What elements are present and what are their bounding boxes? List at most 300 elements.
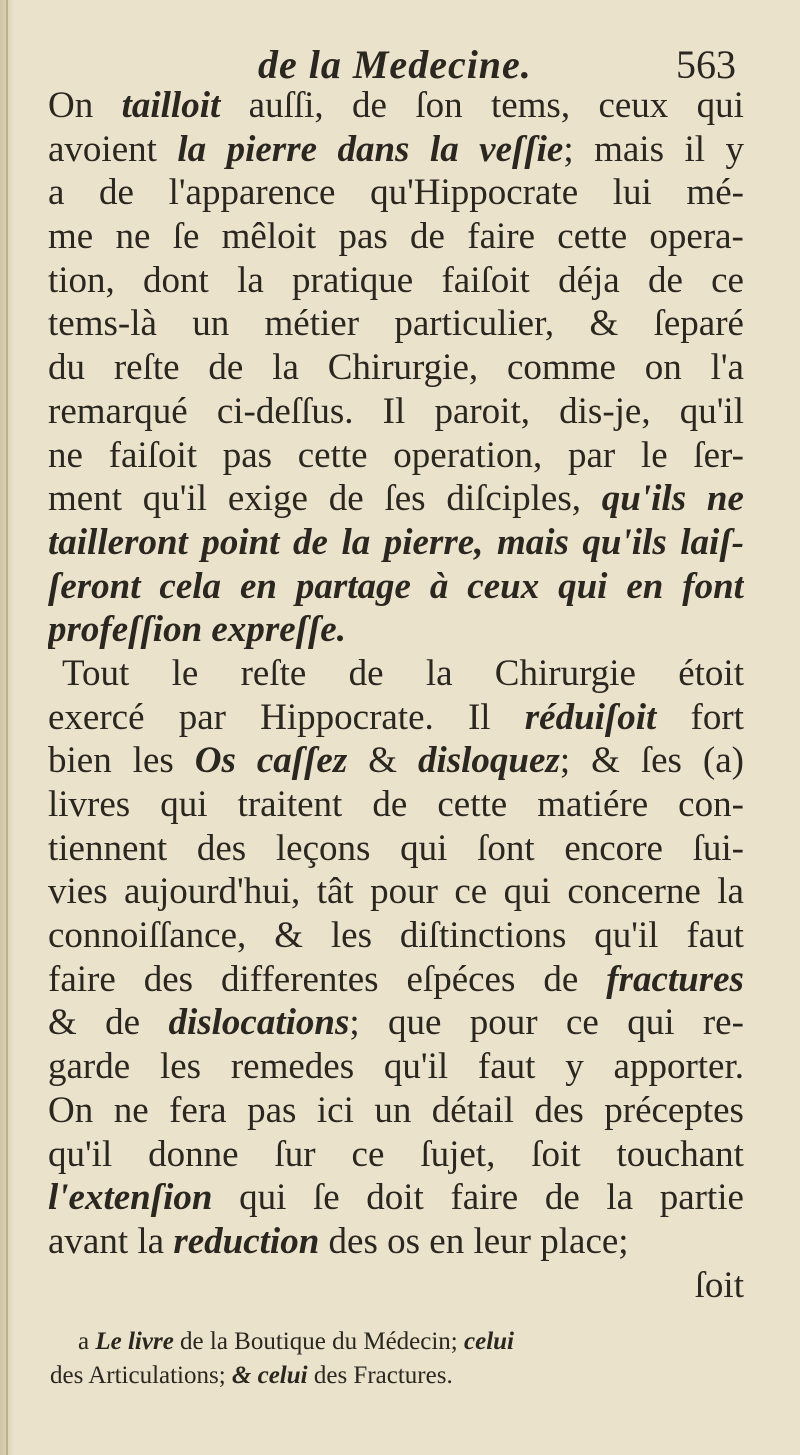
- word: [686, 914, 744, 958]
- roman-text: de: [410, 216, 445, 258]
- italic-text: caſſez: [256, 740, 348, 782]
- word: [678, 783, 744, 827]
- roman-text: y: [565, 1046, 584, 1088]
- italic-text: la: [177, 128, 207, 170]
- word: [341, 521, 370, 565]
- word: [686, 171, 744, 215]
- word: [331, 914, 372, 958]
- word: [257, 739, 347, 783]
- word: [197, 827, 246, 871]
- word: [707, 477, 744, 521]
- word: [387, 1220, 429, 1264]
- roman-text: remarqué: [48, 390, 188, 432]
- roman-text: Chirurgie,: [327, 347, 479, 389]
- word: [432, 1089, 514, 1133]
- text-line: [48, 958, 744, 1002]
- word: [717, 870, 744, 914]
- word: [137, 1220, 173, 1264]
- word: [558, 565, 607, 609]
- word: [352, 1133, 385, 1177]
- word: [691, 696, 744, 740]
- roman-text: ſe: [172, 216, 200, 258]
- roman-text: tion,: [48, 259, 115, 301]
- roman-text: partie: [659, 1177, 744, 1219]
- word: [48, 1133, 112, 1177]
- word: [292, 259, 413, 303]
- word: [99, 171, 134, 215]
- word: [177, 128, 206, 172]
- word: [582, 521, 666, 565]
- word: [374, 1089, 411, 1133]
- word: [48, 783, 130, 827]
- word: [559, 390, 650, 434]
- text-line: [48, 827, 744, 871]
- roman-text: cette: [437, 784, 508, 825]
- word: [48, 958, 116, 1002]
- word: [446, 477, 581, 521]
- word: [223, 434, 272, 478]
- roman-text: de: [208, 347, 244, 389]
- word: [415, 84, 462, 128]
- roman-text: traitent: [237, 784, 343, 825]
- word: [317, 1089, 354, 1133]
- roman-text: fort: [690, 696, 744, 738]
- word: [497, 521, 569, 565]
- roman-text: qu'Hippocrate: [370, 172, 579, 214]
- roman-text: la: [606, 1177, 634, 1219]
- word: [48, 346, 85, 390]
- word: [384, 521, 484, 565]
- roman-text: pratique: [292, 259, 414, 301]
- word: [148, 1133, 238, 1177]
- roman-text: détail: [431, 1089, 514, 1131]
- word: [693, 827, 744, 871]
- roman-text: concerne: [567, 871, 701, 913]
- word: [602, 477, 686, 521]
- roman-text: ;: [563, 128, 574, 170]
- word: [531, 1133, 580, 1177]
- roman-text: qui: [239, 1177, 287, 1219]
- word: [400, 827, 447, 871]
- word: [105, 1001, 140, 1045]
- word: [227, 128, 317, 172]
- roman-text: mêloit: [221, 216, 317, 258]
- roman-text: &: [274, 915, 303, 957]
- roman-text: On: [48, 1089, 94, 1131]
- word: [192, 302, 229, 346]
- roman-text: cette: [297, 434, 368, 476]
- roman-text: &: [48, 1002, 77, 1044]
- roman-text: la: [425, 652, 453, 694]
- roman-text: Tout: [62, 652, 130, 694]
- word: [222, 215, 317, 259]
- word: [693, 434, 744, 478]
- roman-text: qu'il: [594, 915, 659, 957]
- word: [329, 477, 364, 521]
- roman-text: ce: [454, 871, 488, 913]
- roman-text: vies: [48, 871, 108, 913]
- text-line: [48, 215, 744, 259]
- word: [589, 302, 618, 346]
- word: [143, 477, 207, 521]
- word: [372, 783, 407, 827]
- word: [337, 128, 409, 172]
- word: [441, 259, 529, 303]
- roman-text: ſoit: [694, 1264, 744, 1306]
- word: [454, 870, 487, 914]
- text-line: [48, 434, 744, 478]
- running-head-title: de la Medecine.: [258, 42, 532, 87]
- body-text: [48, 84, 744, 1307]
- roman-text: dis-je,: [559, 390, 651, 432]
- word: [48, 1045, 130, 1089]
- word: [272, 346, 299, 390]
- roman-text: reſte: [113, 347, 180, 389]
- word: [703, 1001, 744, 1045]
- text-line: [48, 739, 744, 783]
- word: [231, 1045, 354, 1089]
- italic-text: en: [239, 565, 277, 607]
- word: [370, 870, 438, 914]
- word: [407, 958, 516, 1002]
- italic-text: profeſſion: [48, 609, 203, 651]
- roman-text: étoit: [678, 652, 744, 694]
- word: [48, 1220, 137, 1264]
- word: [179, 696, 226, 740]
- roman-text: ici: [316, 1089, 354, 1131]
- roman-text: con-: [678, 784, 744, 825]
- text-line: [48, 302, 744, 346]
- word: [159, 565, 221, 609]
- roman-text: qui: [696, 85, 744, 126]
- roman-text: pas: [338, 216, 388, 258]
- italic-text: fractures: [606, 958, 744, 1000]
- roman-text: préceptes: [604, 1089, 744, 1131]
- word: [641, 434, 668, 478]
- running-head: [0, 40, 800, 90]
- roman-text: (a): [702, 740, 744, 782]
- word: [426, 652, 453, 696]
- text-line: [48, 783, 744, 827]
- roman-text: qui: [627, 1002, 675, 1044]
- roman-text: ment: [48, 478, 122, 520]
- roman-text: encore: [564, 827, 663, 869]
- word: [491, 84, 570, 128]
- roman-text: ſon: [415, 85, 463, 126]
- roman-text: ſeparé: [653, 303, 744, 345]
- footnotes: [50, 1325, 748, 1393]
- roman-text: tems,: [490, 85, 571, 126]
- roman-text: mais: [594, 128, 664, 170]
- word: [684, 128, 705, 172]
- word: [682, 565, 744, 609]
- roman-text: pour: [469, 1002, 538, 1044]
- roman-text: de: [372, 784, 408, 825]
- italic-text: tailleront: [48, 521, 188, 563]
- text-line: [48, 84, 744, 128]
- roman-text: des: [196, 827, 247, 869]
- roman-text: métier: [264, 303, 360, 345]
- word: [48, 1089, 93, 1133]
- word: [211, 608, 346, 652]
- italic-text: dislocations: [168, 1002, 350, 1044]
- roman-text: comme: [506, 347, 616, 389]
- word: [568, 434, 615, 478]
- word: [208, 346, 243, 390]
- word: [525, 696, 657, 740]
- roman-text: me: [48, 216, 94, 258]
- roman-text: leçons: [275, 827, 371, 869]
- footnote-line: [78, 1325, 748, 1359]
- roman-text: Il: [467, 696, 491, 738]
- word: [168, 1001, 359, 1045]
- word: [507, 346, 616, 390]
- text-line: [48, 171, 744, 215]
- italic-text: ſeront: [48, 565, 141, 607]
- roman-text: doit: [366, 1177, 424, 1219]
- word: [274, 914, 303, 958]
- word: [697, 84, 744, 128]
- word: [537, 783, 648, 827]
- word: [695, 1264, 744, 1308]
- roman-text: opera-: [649, 216, 744, 258]
- roman-text: faire: [48, 958, 116, 1000]
- word: [394, 302, 554, 346]
- footnote-text: des Fractures.: [307, 1362, 453, 1389]
- word: [400, 914, 567, 958]
- roman-text: ſont: [477, 827, 535, 869]
- roman-text: faut: [686, 915, 744, 957]
- word: [680, 390, 744, 434]
- footnote-italic-text: celui: [464, 1328, 515, 1355]
- word: [383, 390, 406, 434]
- roman-text: dont: [143, 259, 209, 301]
- word: [265, 302, 360, 346]
- roman-text: garde: [48, 1046, 131, 1088]
- roman-text: &: [589, 303, 619, 345]
- word: [420, 1133, 495, 1177]
- word: [366, 1176, 424, 1220]
- word: [48, 302, 157, 346]
- italic-text: expreſſe.: [211, 609, 346, 651]
- italic-text: tailloit: [121, 85, 221, 126]
- footnote-text: a: [78, 1328, 96, 1355]
- word: [48, 390, 188, 434]
- word: [473, 1220, 540, 1264]
- roman-text: ſes: [384, 478, 426, 520]
- word: [48, 84, 93, 128]
- roman-text: lui: [612, 172, 652, 214]
- roman-text: bien: [48, 740, 112, 782]
- text-line: [48, 259, 744, 303]
- roman-text: eſpéces: [406, 958, 516, 1000]
- word: [48, 696, 145, 740]
- roman-text: a: [48, 172, 65, 214]
- roman-text: de: [352, 85, 387, 126]
- word: [594, 128, 664, 172]
- roman-text: qu'il: [142, 478, 208, 520]
- roman-text: on: [644, 347, 682, 389]
- italic-text: reduction: [173, 1220, 320, 1262]
- word: [247, 1089, 296, 1133]
- roman-text: qu'il: [48, 1133, 113, 1175]
- roman-text: des: [143, 958, 194, 1000]
- italic-text: cela: [159, 565, 222, 607]
- roman-text: un: [374, 1089, 412, 1131]
- roman-text: matiére: [537, 784, 649, 825]
- word: [172, 652, 199, 696]
- roman-text: os: [387, 1220, 421, 1262]
- roman-text: la: [137, 1220, 165, 1262]
- italic-text: partage: [295, 565, 411, 607]
- word: [437, 783, 507, 827]
- word: [240, 565, 277, 609]
- roman-text: &: [591, 740, 620, 782]
- word: [567, 870, 701, 914]
- italic-text: veſſie: [479, 128, 564, 170]
- roman-text: par: [178, 696, 226, 738]
- word: [160, 1045, 201, 1089]
- word: [434, 390, 530, 434]
- roman-text: des: [534, 1089, 584, 1131]
- roman-text: pas: [222, 434, 273, 476]
- word: [648, 259, 683, 303]
- roman-text: les: [132, 740, 174, 782]
- word: [237, 259, 264, 303]
- roman-text: le: [640, 434, 668, 476]
- text-line: [48, 1045, 744, 1089]
- word: [467, 215, 535, 259]
- roman-text: l'a: [710, 347, 744, 389]
- roman-text: livres: [48, 784, 131, 825]
- text-line: [48, 914, 744, 958]
- roman-text: leur: [473, 1220, 531, 1262]
- word: [368, 739, 397, 783]
- roman-text: exercé: [48, 696, 145, 738]
- roman-text: qu'il: [679, 390, 744, 432]
- text-line: [48, 1176, 744, 1220]
- italic-text: qui: [558, 565, 608, 607]
- word: [260, 696, 434, 740]
- roman-text: ci-deſſus.: [216, 390, 354, 432]
- word: [470, 1001, 538, 1045]
- roman-text: &: [368, 740, 397, 782]
- word: [48, 434, 83, 478]
- word: [160, 783, 207, 827]
- roman-text: ne: [115, 216, 151, 258]
- word: [239, 1176, 286, 1220]
- roman-text: particulier,: [394, 303, 555, 345]
- text-line: [48, 1133, 744, 1177]
- word: [504, 870, 551, 914]
- word: [296, 565, 411, 609]
- roman-text: qui: [400, 827, 448, 869]
- word: [48, 739, 112, 783]
- word: [534, 1089, 583, 1133]
- word: [249, 84, 324, 128]
- roman-text: les: [330, 915, 372, 957]
- italic-text: la: [341, 521, 371, 563]
- roman-text: ne: [48, 434, 83, 476]
- italic-text: en: [626, 565, 664, 607]
- word: [606, 1176, 633, 1220]
- word: [122, 84, 221, 128]
- word: [62, 652, 129, 696]
- roman-text: remedes: [230, 1046, 355, 1088]
- italic-text: pierre: [226, 128, 318, 170]
- word: [217, 390, 354, 434]
- roman-text: de: [543, 958, 579, 1000]
- word: [626, 565, 663, 609]
- footnote-line: [50, 1359, 748, 1393]
- roman-text: donne: [148, 1133, 239, 1175]
- word: [201, 521, 279, 565]
- roman-text: apporter.: [613, 1046, 744, 1088]
- roman-text: ſujet,: [420, 1133, 496, 1175]
- word: [48, 827, 167, 871]
- text-line: [48, 696, 744, 740]
- word: [540, 1220, 628, 1264]
- word: [614, 1045, 744, 1089]
- word: [48, 259, 115, 303]
- roman-text: de: [647, 259, 683, 301]
- roman-text: que: [388, 1002, 442, 1044]
- roman-text: de: [105, 1002, 141, 1044]
- word: [591, 739, 620, 783]
- roman-text: déja: [558, 259, 620, 301]
- roman-text: tiennent: [48, 827, 168, 869]
- roman-text: y: [725, 128, 744, 170]
- word: [384, 1045, 448, 1089]
- roman-text: ſui-: [692, 827, 744, 869]
- word: [410, 215, 445, 259]
- word: [645, 346, 682, 390]
- roman-text: place;: [540, 1220, 629, 1262]
- roman-text: diſtinctions: [399, 915, 567, 957]
- roman-text: la: [237, 259, 264, 301]
- word: [429, 1220, 473, 1264]
- roman-text: paroit,: [434, 390, 530, 432]
- word: [680, 521, 744, 565]
- page-edge: [6, 0, 8, 1455]
- word: [495, 652, 636, 696]
- word: [565, 1045, 584, 1089]
- word: [430, 565, 449, 609]
- word: [48, 914, 246, 958]
- footnote-italic-text: Le livre: [95, 1328, 174, 1355]
- roman-text: operation,: [393, 434, 543, 476]
- word: [133, 739, 174, 783]
- roman-text: ce: [711, 259, 744, 301]
- word: [654, 302, 744, 346]
- word: [617, 1133, 744, 1177]
- roman-text: ſes: [640, 740, 682, 782]
- word: [195, 739, 236, 783]
- text-line: [48, 1220, 744, 1264]
- word: [48, 608, 211, 652]
- word: [606, 958, 744, 1002]
- roman-text: les: [159, 1046, 202, 1088]
- word: [317, 870, 354, 914]
- word: [566, 1001, 599, 1045]
- word: [48, 477, 122, 521]
- text-line: [48, 1089, 744, 1133]
- roman-text: en: [429, 1220, 465, 1262]
- roman-text: qui: [503, 871, 551, 913]
- text-line: [48, 390, 744, 434]
- roman-text: faire: [450, 1177, 519, 1219]
- roman-text: ſur: [274, 1133, 316, 1175]
